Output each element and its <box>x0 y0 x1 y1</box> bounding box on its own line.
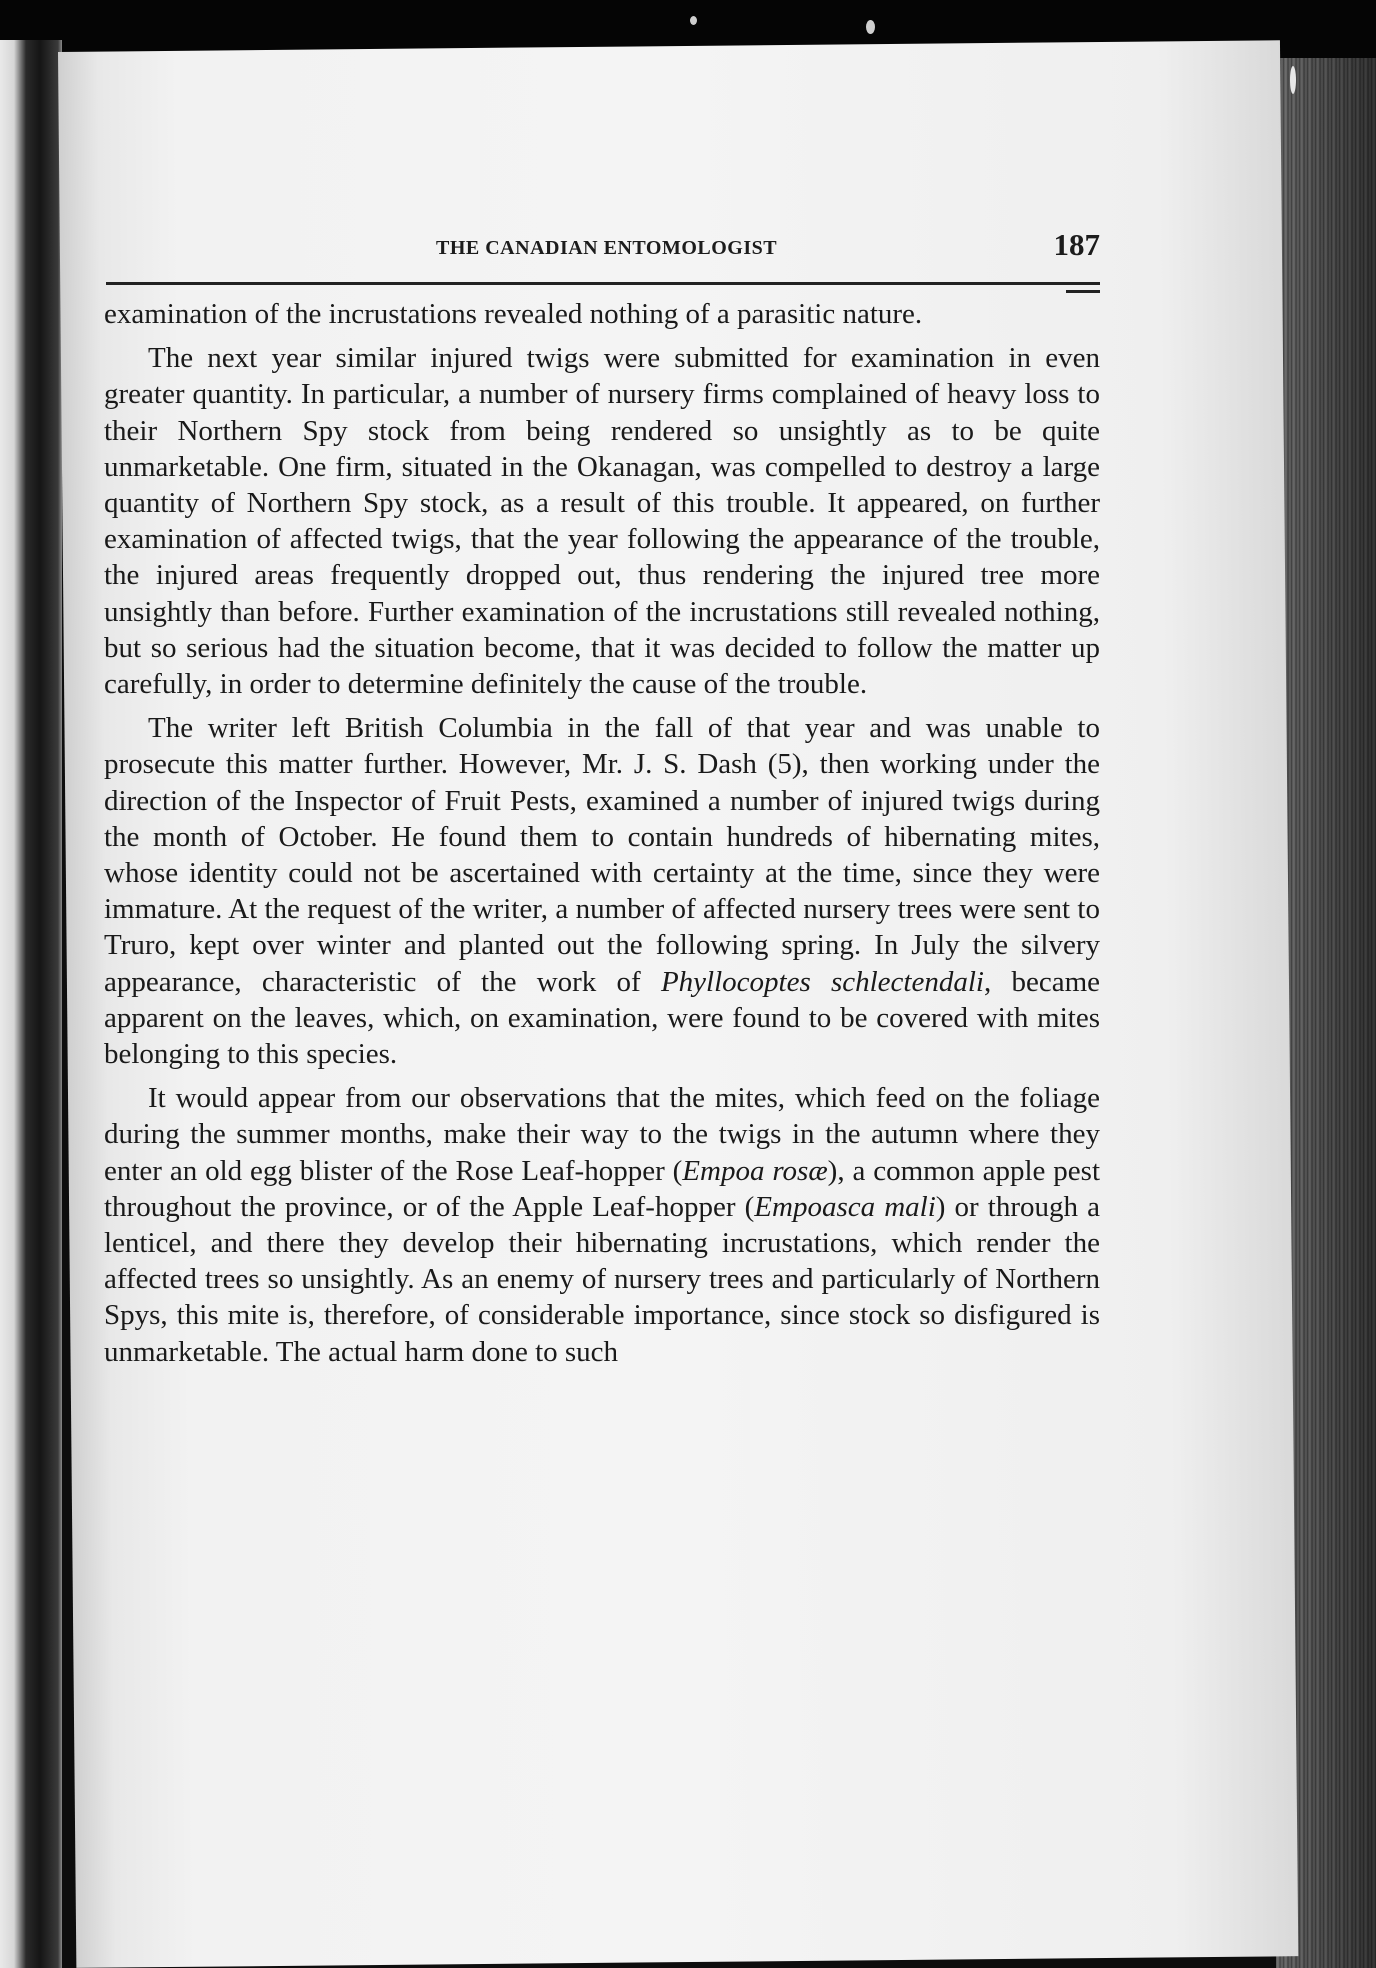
header-rule <box>106 282 1100 285</box>
paragraph-p4 <box>104 1080 1100 1370</box>
page-number: 187 <box>1053 227 1100 262</box>
text-segment: The writer left British Columbia in the fall of that year and was unable to prosecute this matter further. However, Mr. J. S. Dash (5), then working under the direction of the Inspector of Fruit Pests, examined a number of injured twigs during the month of October. He found them to contain hundreds of hibernating mites, whose identity could not be ascertained with certainty at the time, since they were immature. At the request of the writer, a number of affected nursery trees were sent to Truro, kept over winter and planted out the following spring. In July the silvery appearance, characteristic of the work of <box>104 712 1100 998</box>
text-segment: It would appear from our observations that the mites, which feed on the foliage during the summer months, make their way to the twigs in the autumn where they enter an old egg blister of the Rose Leaf-hopper ( <box>104 1082 1100 1187</box>
body-text <box>104 296 1100 1378</box>
species-name: Phyllocoptes schlectendali <box>660 965 984 998</box>
text-segment: ) or through a lenticel, and there they develop their hibernating incrustations, which render the affected trees so unsightly. As an enemy of nursery trees and particularly of Northern Spys, this mite is, therefore, of considerable importance, since stock so disfigured is unmarketable. The actual harm done to such <box>104 1190 1100 1368</box>
text-segment: examination of the incrustations revealed nothing of a parasitic nature. <box>104 298 923 330</box>
page-header <box>106 227 1100 277</box>
film-speck <box>866 20 875 34</box>
paragraph-p2 <box>104 340 1100 702</box>
film-speck <box>1290 66 1296 94</box>
species-name: Empoasca mali <box>754 1190 936 1223</box>
paragraph-p1 <box>104 296 1100 332</box>
running-head: THE CANADIAN ENTOMOLOGIST <box>436 237 778 259</box>
text-segment: ), a common apple pest throughout the province, or of the Apple Leaf-hopper ( <box>104 1154 1101 1223</box>
paragraph-p3 <box>104 710 1100 1072</box>
species-name: Empoa rosæ <box>682 1154 828 1187</box>
text-segment: , became apparent on the leaves, which, on examination, were found to be covered with mites belonging to this species. <box>104 965 1100 1071</box>
film-speck <box>690 16 697 25</box>
book-binding-edge <box>0 40 62 1968</box>
text-segment: The next year similar injured twigs were submitted for examination in even greater quantity. In particular, a number of nursery firms complained of heavy loss to their Northern Spy stock from being rendered so unsightly as to be quite unmarketable. One firm, situated in the Okanagan, was compelled to destroy a large quantity of Northern Spy stock, as a result of this trouble. It appeared, on further examination of affected twigs, that the year following the appearance of the trouble, the injured areas frequently dropped out, thus rendering the injured tree more unsightly than before. Further examination of the incrustations still revealed nothing, but so serious had the situation become, that it was decided to follow the matter up carefully, in order to determine definitely the cause of the trouble. <box>104 342 1100 701</box>
